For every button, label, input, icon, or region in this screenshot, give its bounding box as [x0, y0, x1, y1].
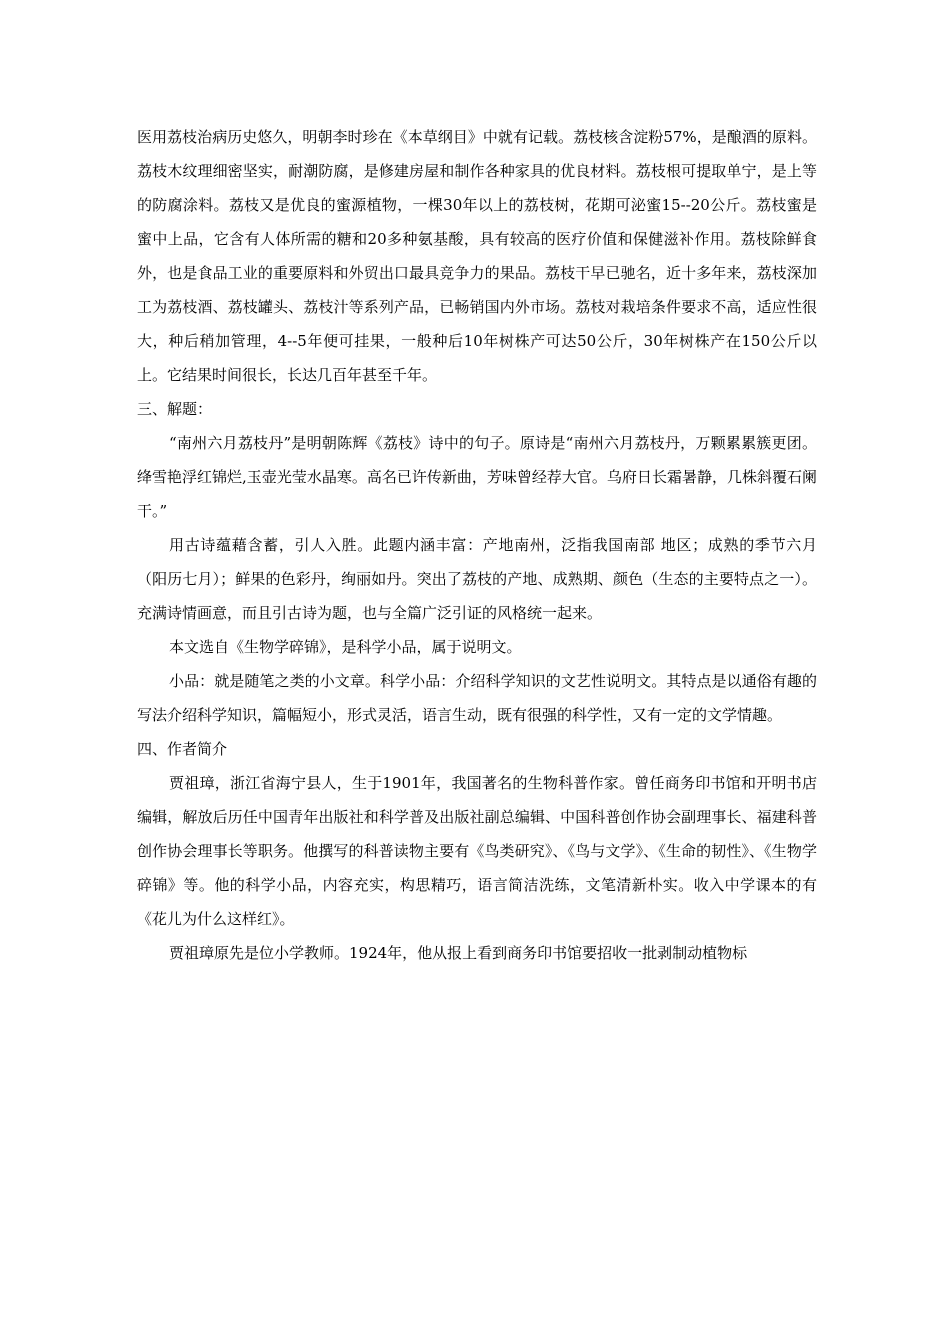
paragraph-litchi-uses: 医用荔枝治病历史悠久，明朝李时珍在《本草纲目》中就有记载。荔枝核含淀粉57%，是酿酒的原料。荔枝木纹理细密坚实，耐潮防腐，是修建房屋和制作各种家具的优良材料。荔枝根可提取单宁，是上等的防腐涂料。荔枝又是优良的蜜源植物，一棵30年以上的荔枝树，花期可泌蜜15--20公斤。荔枝蜜是蜜中上品，它含有人体所需的糖和20多种氨基酸，具有较高的医疗价值和保健滋补作用。荔枝除鲜食外，也是食品工业的重要原料和外贸出口最具竞争力的果品。荔枝干早已驰名，近十多年来，荔枝深加工为荔枝酒、荔枝罐头、荔枝汁等系列产品，已畅销国内外市场。荔枝对栽培条件要求不高，适应性很大，种后稍加管理，4--5年便可挂果，一般种后10年树株产可达50公斤，30年树株产在150公斤以上。它结果时间很长，长达几百年甚至千年。: [137, 128, 817, 384]
paragraph-author-early-career: 贾祖璋原先是位小学教师。1924年，他从报上看到商务印书馆要招收一批剥制动植物标: [169, 944, 748, 962]
paragraph-poem-source: “南州六月荔枝丹”是明朝陈辉《荔枝》诗中的句子。原诗是“南州六月荔枝丹，万颗累累簇更团。绛雪艳浮红锦烂,玉壶光莹水晶寒。高名已许传新曲，芳味曾经荐大官。乌府日长霜暑静，几株斜覆石阑干。”: [137, 434, 817, 520]
paragraph-title-meaning: 用古诗蕴藉含蓄，引人入胜。此题内涵丰富：产地南州，泛指我国南部 地区；成熟的季节六月（阳历七月）；鲜果的色彩丹，绚丽如丹。突出了荔枝的产地、成熟期、颜色（生态的主要特点之一）。充满诗情画意，而且引古诗为题，也与全篇广泛引证的风格统一起来。: [137, 536, 817, 622]
paragraph-text-source: 本文选自《生物学碎锦》，是科学小品，属于说明文。: [169, 638, 522, 656]
paragraph-essay-definition: 小品：就是随笔之类的小文章。科学小品：介绍科学知识的文艺性说明文。其特点是以通俗有趣的写法介绍科学知识，篇幅短小，形式灵活，语言生动，既有很强的科学性，又有一定的文学情趣。: [137, 672, 817, 724]
paragraph-author-bio: 贾祖璋，浙江省海宁县人，生于1901年，我国著名的生物科普作家。曾任商务印书馆和开明书店编辑，解放后历任中国青年出版社和科学普及出版社副总编辑、中国科普创作协会副理事长、福建科普创作协会理事长等职务。他撰写的科普读物主要有《鸟类研究》、《鸟与文学》、《生命的韧性》、《生物学碎锦》等。他的科学小品，内容充实，构思精巧，语言简洁洗练，文笔清新朴实。收入中学课本的有《花儿为什么这样红》。: [137, 774, 817, 928]
section-heading-author: 四、作者简介: [137, 740, 228, 758]
document-page: [137, 120, 817, 970]
section-heading-title-explanation: 三、解题：: [137, 400, 213, 418]
